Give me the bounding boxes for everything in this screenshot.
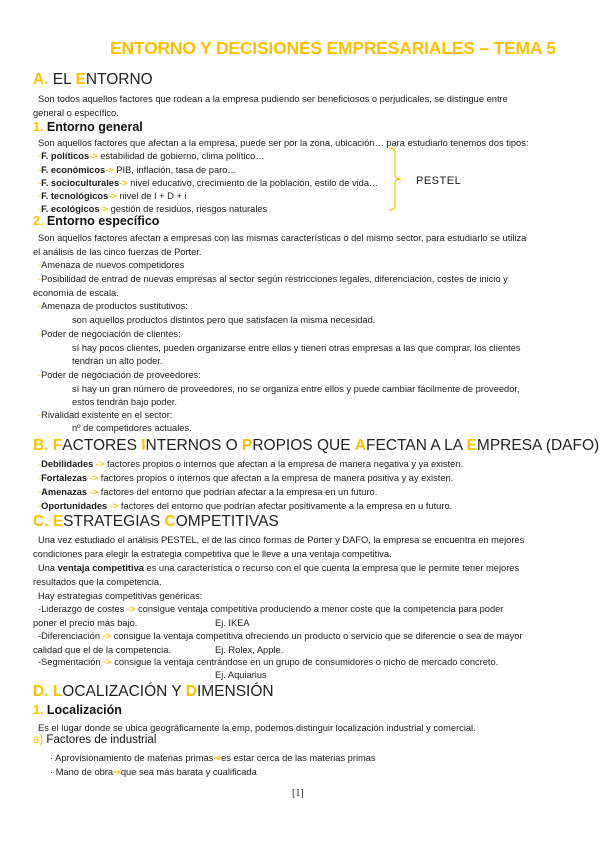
text: Una <box>38 563 58 573</box>
paragraph-line: general o específico. <box>33 108 119 118</box>
heading-part: NTERNOS O <box>145 437 242 454</box>
item-text: consigue la ventaja centrándose en un grupo de consumidores o nicho de mercado concreto. <box>111 657 499 667</box>
subsection-title: Entorno general <box>43 120 143 134</box>
arrow-icon: -> <box>102 631 112 641</box>
bullet-item <box>50 766 257 778</box>
item-text: Poder de negociación de proveedores: <box>41 370 201 380</box>
paragraph-line: nº de competidores actuales. <box>72 423 192 433</box>
item-text: estabilidad de gobierno, clima político… <box>97 151 265 161</box>
example-text: Ej. Rolex, Apple. <box>215 645 284 655</box>
list-item: -Poder de negociación de clientes: <box>38 329 181 339</box>
section-c-heading <box>33 513 279 531</box>
subsection-heading <box>33 703 122 717</box>
item-label: -Diferenciación <box>38 631 103 641</box>
item-text: nivel educativo, crecimiento de la población, estilo de vida… <box>127 178 379 188</box>
paragraph-line <box>38 562 519 574</box>
arrow-icon: -> <box>99 204 109 214</box>
list-item: -F. políticos-> estabilidad de gobierno, clima político… <box>38 151 265 161</box>
list-item: -Amenaza de nuevos competidores <box>38 260 185 270</box>
heading-initial: C <box>164 513 176 530</box>
bullet-icon: · <box>50 753 56 763</box>
list-item: -Oportunidades -> factores del entorno que podrían afectar positivamente a la empresa en u futuro. <box>38 501 453 511</box>
arrow-icon: -> <box>103 657 112 667</box>
arrow-icon: -> <box>87 487 99 497</box>
item-text: Posibilidad de entrad de nuevas empresas al sector según restricciones legales, diferenciación, costes de inicio y <box>41 274 508 284</box>
list-item: -Debilidades -> factores propios o internos que afectan a la empresa de manera negativa y ya existen. <box>38 459 464 469</box>
page-number: [1] <box>292 788 304 799</box>
paragraph-line: Es el lugar donde se ubica geográficamente la emp, podemos distinguir localización industrial y comercial. <box>38 723 476 733</box>
heading-part: EL <box>48 71 76 88</box>
item-text: Rivalidad existente en el sector: <box>41 410 173 420</box>
section-a-heading <box>33 71 153 89</box>
heading-initial: D <box>185 683 197 700</box>
section-letter: C. <box>33 513 49 530</box>
paragraph-line: calidad que el de la competencia. <box>33 645 171 655</box>
paragraph-line: tendrán un alto poder. <box>72 356 163 366</box>
paragraph-line: economía de escala. <box>33 288 119 298</box>
heading-part: MPRESA (DAFO) <box>476 437 600 454</box>
paragraph-line: Una vez estudiado el análisis PESTEL, el de las cinco formas de Porter y DAFO, la empresa se encuentra en mejores <box>38 535 525 545</box>
paragraph-line: Son aquellos factores afectan a empresas con las mismas características o del mismo sector, para estudiarlo se utiliza <box>38 233 527 243</box>
item-label: Fortalezas <box>41 473 88 483</box>
list-item: -Posibilidad de entrad de nuevas empresas al sector según restricciones legales, diferenciación, costes de inicio y <box>38 274 508 284</box>
heading-initial: E <box>75 71 86 88</box>
item-label: -Segmentación <box>38 657 104 667</box>
list-item: -F. socioculturales-> nivel educativo, crecimiento de la población, estilo de vida… <box>38 178 379 188</box>
section-letter: B. <box>33 437 49 454</box>
list-item: -F. tecnológicos-> nivel de I + D + i <box>38 191 187 201</box>
heading-initial: L <box>52 683 63 700</box>
section-letter: D. <box>33 683 49 700</box>
subsection-number: 1. <box>33 120 44 134</box>
subsection-number: 2. <box>33 214 44 228</box>
heading-part: IMENSIÓN <box>196 683 274 700</box>
strategy-item <box>38 630 523 642</box>
heading-part: FECTAN A LA <box>366 437 467 454</box>
item-label: F. tecnológicos <box>41 191 109 201</box>
paragraph-line: sí hay pocos clientes, pueden organizarse entre ellos y tienen otras empresas a las que comprar, los clientes <box>72 343 521 353</box>
arrow-icon: ➔ <box>113 767 121 777</box>
paragraph-line: sí hay un gran número de proveedores, no se organiza entre ellos y puede cambiar fácilmente de proveedor, <box>72 384 520 394</box>
item-label: F. socioculturales <box>41 178 120 188</box>
paragraph-line: Hay estrategias competitivas genéricas: <box>38 591 203 601</box>
item-text: consigue la ventaja competitiva ofreciendo un producto o servicio que se diferencie o sea de mayor <box>111 631 523 641</box>
section-b-heading <box>33 437 599 455</box>
arrow-icon: -> <box>107 501 119 511</box>
item-text: Poder de negociación de clientes: <box>41 329 181 339</box>
item-text: factores del entorno que podrían afectar positivamente a la empresa en u futuro. <box>118 501 453 511</box>
item-label: Amenazas <box>41 487 88 497</box>
heading-part: STRATEGIAS <box>63 513 165 530</box>
subsection-heading <box>33 214 159 228</box>
arrow-icon: ➔ <box>213 753 222 763</box>
text: es una característica o recurso con el que cuenta la empresa que le permite tener mejores <box>143 563 520 573</box>
list-item: -Amenazas -> factores del entorno que podrían afectar a la empresa en un futuro. <box>38 487 378 497</box>
paragraph-line: estos tendrán bajo poder. <box>72 397 177 407</box>
document-title: ENTORNO Y DECISIONES EMPRESARIALES – TEMA 5 <box>110 38 556 58</box>
paragraph-line: Son aquellos factores que afectan a la empresa, puede ser por la zona, ubicación… para estudiarlo tenemos dos tipos: <box>38 138 529 148</box>
paragraph-line: Son todos aquellos factores que rodean a la empresa pudiendo ser beneficiosos o perjudicales, se distingue entre <box>38 94 508 104</box>
heading-initial: A <box>354 437 367 454</box>
item-label: Mano de obra <box>55 767 114 777</box>
item-text: factores propios o internos que afectan a la empresa de manera positiva y ay existen. <box>98 473 454 483</box>
item-label: -Liderazgo de costes <box>38 604 127 614</box>
heading-initial: E <box>466 437 477 454</box>
heading-initial: I <box>141 437 146 454</box>
arrow-icon: -> <box>119 178 128 188</box>
subsection-letter: a) <box>33 734 44 746</box>
subsection-number: 1. <box>33 703 44 717</box>
item-text: es estar cerca de las materias primas <box>221 753 376 763</box>
pestel-label: PESTEL <box>416 175 462 187</box>
example-text: Ej. IKEA <box>215 618 250 628</box>
heading-part: ROPIOS QUE <box>252 437 355 454</box>
sub-subsection-heading <box>33 734 156 746</box>
heading-part: NTORNO <box>85 71 153 88</box>
section-d-heading <box>33 683 274 701</box>
list-item: -Poder de negociación de proveedores: <box>38 370 201 380</box>
item-text: Amenaza de productos sustitutivos: <box>41 301 188 311</box>
subsection-title: Factores de industrial <box>43 734 157 746</box>
arrow-icon: -> <box>108 191 117 201</box>
brace-icon <box>389 147 403 211</box>
item-text: gestión de residuos, riesgos naturales <box>108 204 268 214</box>
arrow-icon: -> <box>89 151 98 161</box>
paragraph-line: son aquellos productos distintos pero que satisfacen la misma necesidad. <box>72 315 376 325</box>
heading-part: OCALIZACIÓN Y <box>62 683 186 700</box>
bullet-item <box>50 752 376 764</box>
heading-initial: P <box>242 437 253 454</box>
heading-initial: E <box>52 513 64 530</box>
item-label: F. económicos <box>41 165 106 175</box>
paragraph-line: condiciones para elegir la estrategia competitiva que le lleve a una ventaja competitiva. <box>33 549 392 559</box>
list-item: -F. económicos-> PIB, inflación, tasa de paro… <box>38 165 237 175</box>
heading-part: ACTORES <box>62 437 142 454</box>
item-label: F. ecológicos <box>41 204 100 214</box>
subsection-title: Entorno específico <box>43 214 160 228</box>
arrow-icon: -> <box>126 604 136 614</box>
subsection-heading <box>33 120 143 134</box>
list-item: -Amenaza de productos sustitutivos: <box>38 301 188 311</box>
item-label: Oportunidades <box>41 501 108 511</box>
item-text: factores del entorno que podrían afectar a la empresa en un futuro. <box>98 487 378 497</box>
strategy-item <box>38 656 498 668</box>
item-text: nivel de I + D + i <box>116 191 187 201</box>
item-label: F. políticos <box>41 151 90 161</box>
bullet-icon: · <box>50 767 56 777</box>
bold-term: ventaja competitiva <box>57 563 144 573</box>
paragraph-line: poner el precio más bajo. <box>33 618 138 628</box>
item-label: Aprovisionamiento de materias primas <box>55 753 214 763</box>
arrow-icon: -> <box>87 473 99 483</box>
paragraph-line: el análisis de las cinco fuerzas de Porter. <box>33 247 202 257</box>
list-item: -Fortalezas -> factores propios o internos que afectan a la empresa de manera positiva y ay existen. <box>38 473 454 483</box>
item-text: factores propios o internos que afectan a la empresa de manera negativa y ya existen. <box>104 459 464 469</box>
list-item: -Rivalidad existente en el sector: <box>38 410 173 420</box>
paragraph-line: resultados que la competencia. <box>33 577 162 587</box>
example-text: Ej. Aquiarius <box>215 670 267 680</box>
item-text: PIB, inflación, tasa de paro… <box>113 165 237 175</box>
item-text: que sea más barata y cualificada <box>120 767 257 777</box>
strategy-item <box>38 603 503 615</box>
list-item: -F. ecológicos-> gestión de residuos, riesgos naturales <box>38 204 268 214</box>
item-text: Amenaza de nuevos competidores <box>41 260 185 270</box>
item-text: consigue ventaja competitiva produciendo a menor coste que la competencia para poder <box>135 604 504 614</box>
section-letter: A. <box>33 71 49 88</box>
subsection-title: Localización <box>43 703 122 717</box>
heading-part: OMPETITIVAS <box>175 513 279 530</box>
heading-initial: F <box>52 437 63 454</box>
item-label: Debilidades <box>41 459 94 469</box>
arrow-icon: -> <box>105 165 114 175</box>
arrow-icon: -> <box>93 459 105 469</box>
